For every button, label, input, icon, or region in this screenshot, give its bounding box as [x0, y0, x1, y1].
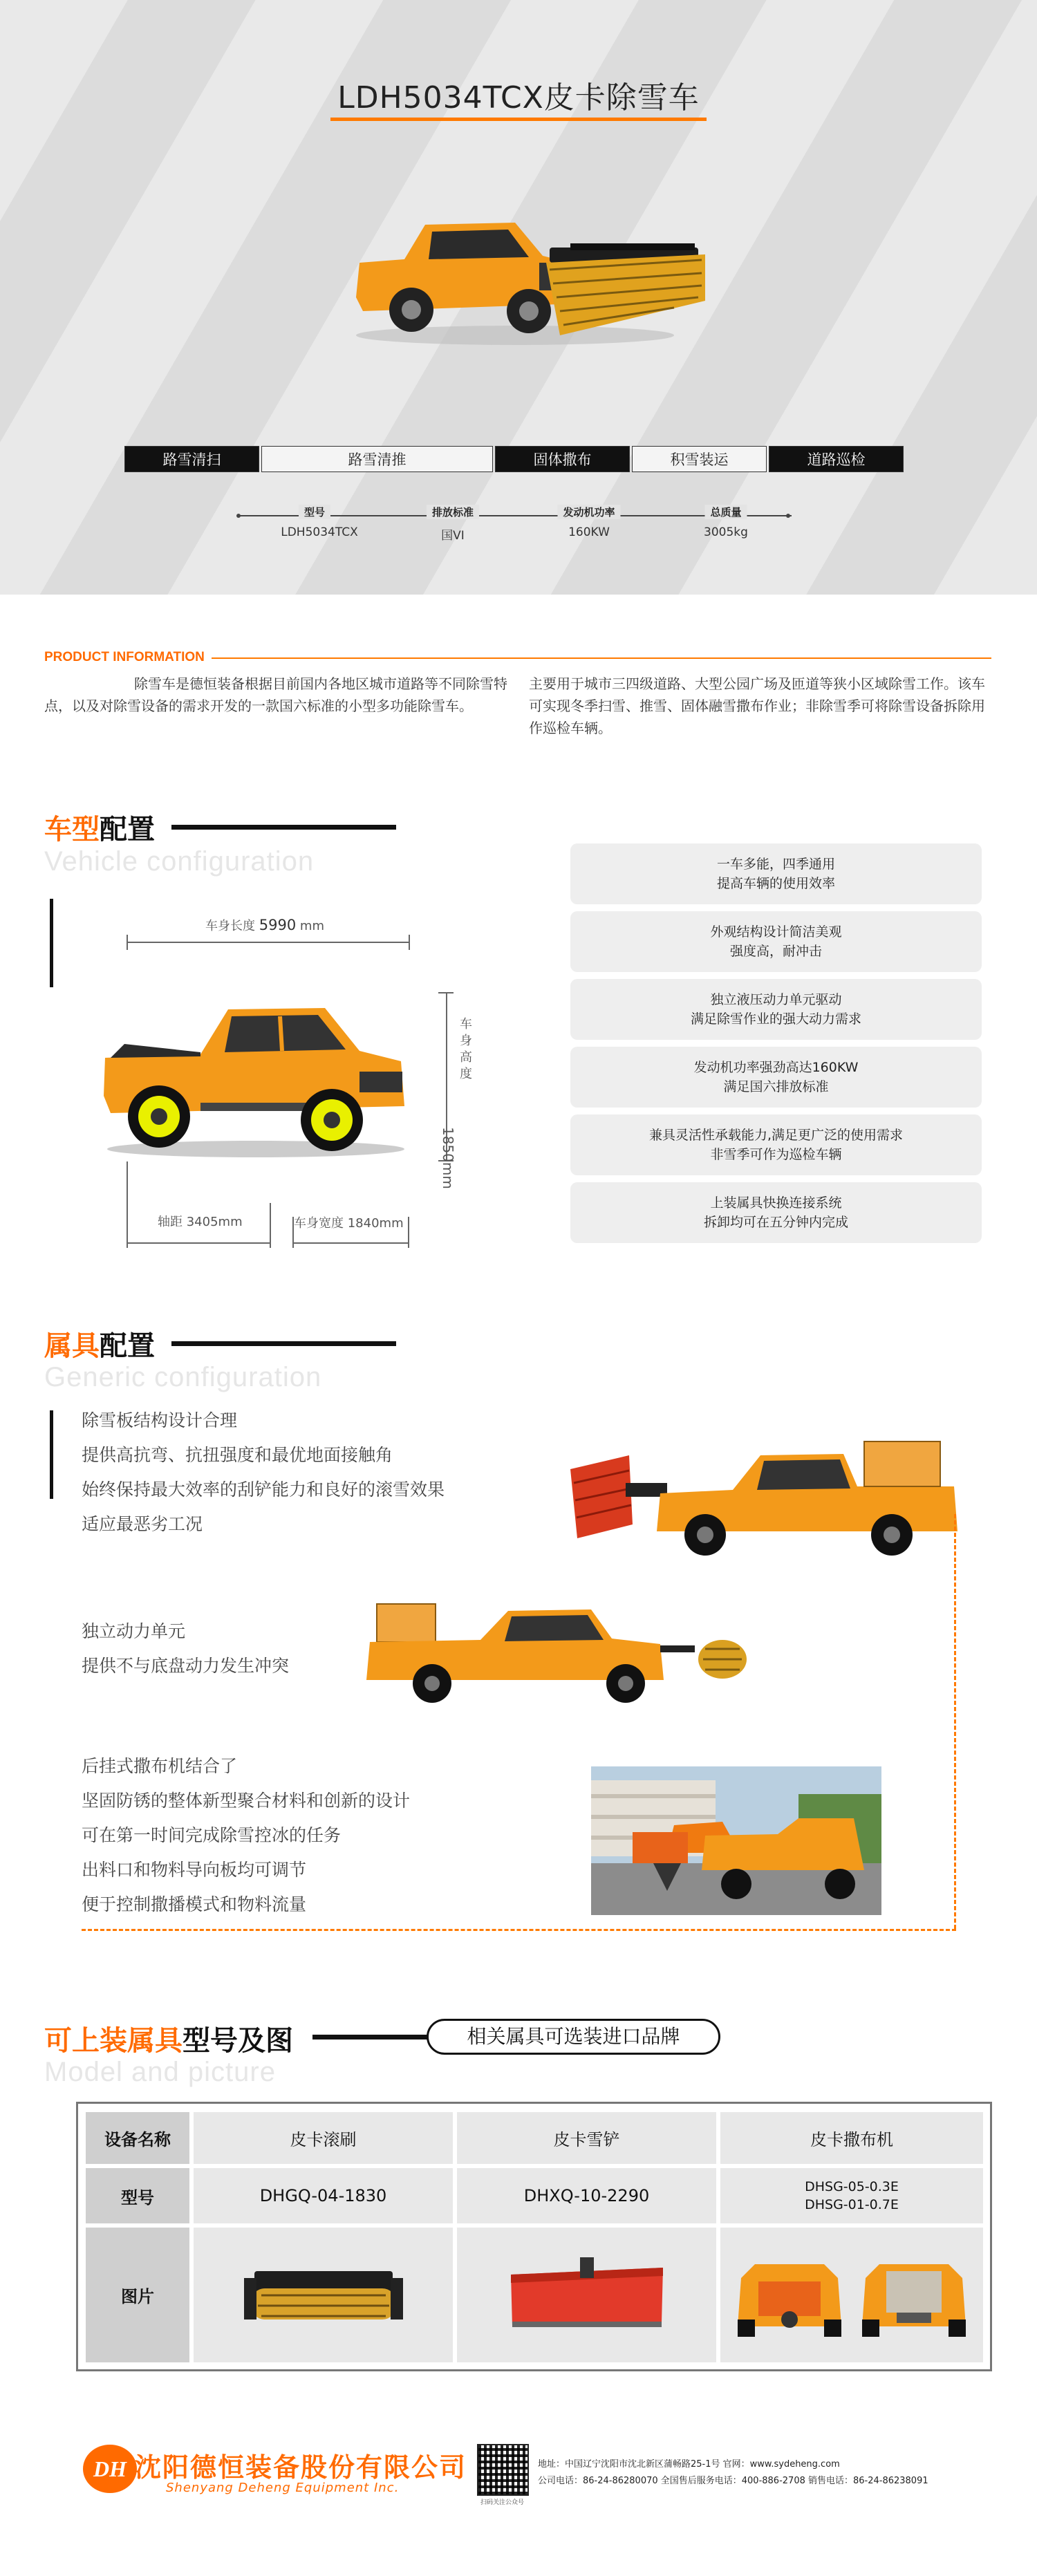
vehicle-config-title: 车型配置: [44, 814, 155, 846]
spec-value-model: LDH5034TCX: [281, 525, 358, 539]
spec-label-emission: 排放标准: [427, 505, 479, 519]
table-model-spreader: DHSG-05-0.3E DHSG-01-0.7E: [720, 2168, 983, 2223]
vehicle-config-subtitle: Vehicle configuration: [44, 846, 315, 877]
power-unit-description: 独立动力单元 提供不与底盘动力发生冲突: [82, 1621, 290, 1676]
spec-dot: [786, 514, 790, 518]
length-tick: [127, 935, 128, 950]
plow-description: 除雪板结构设计合理 提供高抗弯、抗扭强度和最优地面接触角 始终保持最大效率的刮铲能力和良好的滚雪效果 适应最恶劣工况: [82, 1410, 445, 1534]
snow-plow-image: [504, 2254, 670, 2337]
generic-config-subtitle: Generic configuration: [44, 1362, 322, 1392]
generic-config-side-bar: [50, 1410, 53, 1499]
table-picture-plow: [457, 2228, 716, 2362]
width-label: 车身宽度 1840mm: [294, 1216, 404, 1231]
brush-truck-image: [363, 1590, 750, 1708]
models-title: 可上装属具型号及图: [44, 2025, 293, 2057]
height-value: 1850mm: [440, 1127, 456, 1189]
generic-config-title: 属具配置: [44, 1330, 155, 1362]
wheelbase-tick: [270, 1203, 271, 1248]
feature-card: 兼具灵活性承载能力,满足更广泛的使用需求 非雪季可作为巡检车辆: [570, 1114, 982, 1175]
vehicle-config-bar: [171, 825, 396, 830]
table-col-plow: 皮卡雪铲: [457, 2112, 716, 2164]
product-info-heading: PRODUCT INFORMATION: [44, 650, 212, 665]
dashed-connector: [82, 1929, 956, 1931]
table-header-name: 设备名称: [86, 2112, 189, 2164]
wheelbase-label: 轴距 3405mm: [158, 1215, 243, 1229]
qr-code: [477, 2444, 529, 2496]
spec-label-weight: 总质量: [704, 505, 747, 519]
product-info-left: 除雪车是德恒装备根据目前国内各地区城市道路等不同除雪特点，以及对除雪设备的需求开发的一款国六标准的小型多功能除雪车。: [44, 675, 507, 714]
spreader-rear-image: [731, 2250, 848, 2340]
length-line: [127, 942, 410, 943]
table-col-spreader: 皮卡撒布机: [720, 2112, 983, 2164]
footer-phones: 公司电话：86-24-86280070 全国售后服务电话：400-886-2708 销售电话：86-24-86238091: [538, 2476, 928, 2486]
table-picture-brush: [194, 2228, 453, 2362]
spec-label-model: 型号: [299, 505, 330, 519]
feature-card: 外观结构设计简洁美观 强度高，耐冲击: [570, 911, 982, 972]
table-col-brush: 皮卡滚刷: [194, 2112, 453, 2164]
length-dimension: 车身长度 5990 mm: [205, 917, 324, 933]
page-title: LDH5034TCX皮卡除雪车: [337, 80, 700, 115]
feature-card: 发动机功率强劲高达160KW 满足国六排放标准: [570, 1047, 982, 1108]
hero-truck-image: [342, 194, 716, 353]
width-line: [292, 1242, 409, 1244]
spec-value-emission: 国VI: [441, 529, 465, 543]
qr-label: 扫码关注公众号: [480, 2499, 525, 2506]
spreader-description: 后挂式撒布机结合了 坚固防锈的整体新型聚合材料和创新的设计 可在第一时间完成除雪控冰的任务 出料口和物料导向板均可调节 便于控制撒播模式和物料流量: [82, 1756, 411, 1914]
tab-spreading[interactable]: 固体撒布: [495, 446, 630, 472]
company-name-en: Shenyang Deheng Equipment Inc.: [166, 2481, 400, 2495]
product-info-right: 主要用于城市三四级道路、大型公园广场及匝道等狭小区域除雪工作。该车可实现冬季扫雪、推雪、固体融雪撒布作业；非除雪季可将除雪设备拆除用作巡检车辆。: [529, 675, 985, 736]
import-brand-pill: 相关属具可选装进口品牌: [427, 2019, 720, 2055]
spec-value-power: 160KW: [568, 525, 610, 539]
spec-dot: [236, 514, 241, 518]
table-model-plow: DHXQ-10-2290: [457, 2168, 716, 2223]
roller-brush-image: [241, 2257, 407, 2333]
spreader-truck-photo: [591, 1766, 881, 1915]
feature-card: 一车多能，四季通用 提高车辆的使用效率: [570, 843, 982, 904]
height-label: 车身高度: [460, 1017, 472, 1081]
models-bar: [312, 2035, 429, 2040]
tab-loading[interactable]: 积雪装运: [632, 446, 767, 472]
dashed-connector: [954, 1514, 956, 1929]
company-logo: DH: [83, 2445, 137, 2493]
tab-sweeping[interactable]: 路雪清扫: [124, 446, 259, 472]
company-name-cn: 沈阳德恒装备股份有限公司: [135, 2452, 467, 2483]
table-picture-label: 图片: [86, 2228, 189, 2362]
wheelbase-line: [127, 1242, 270, 1244]
title-underline: [330, 118, 707, 121]
table-model-label: 型号: [86, 2168, 189, 2223]
spec-value-weight: 3005kg: [704, 525, 748, 539]
tab-pushing[interactable]: 路雪清推: [261, 446, 493, 472]
height-tick: [438, 992, 454, 993]
plow-truck-image: [567, 1428, 975, 1559]
feature-card: 独立液压动力单元驱动 满足除雪作业的强大动力需求: [570, 979, 982, 1040]
table-model-brush: DHGQ-04-1830: [194, 2168, 453, 2223]
table-picture-spreader: [720, 2228, 983, 2362]
tab-inspection[interactable]: 道路巡检: [769, 446, 904, 472]
spreader-rear-image-2: [855, 2250, 973, 2340]
models-subtitle: Model and picture: [44, 2057, 276, 2087]
wheelbase-tick: [127, 1161, 128, 1248]
function-tabs: [124, 446, 913, 474]
vehicle-config-side-bar: [50, 899, 53, 987]
vehicle-side-image: [97, 975, 415, 1161]
generic-config-bar: [171, 1341, 396, 1346]
length-tick: [409, 935, 410, 950]
feature-card: 上装属具快换连接系统 拆卸均可在五分钟内完成: [570, 1182, 982, 1243]
spec-label-power: 发动机功率: [557, 505, 620, 519]
footer-address: 地址：中国辽宁沈阳市沈北新区蒲畅路25-1号 官网：www.sydeheng.com: [538, 2459, 840, 2470]
